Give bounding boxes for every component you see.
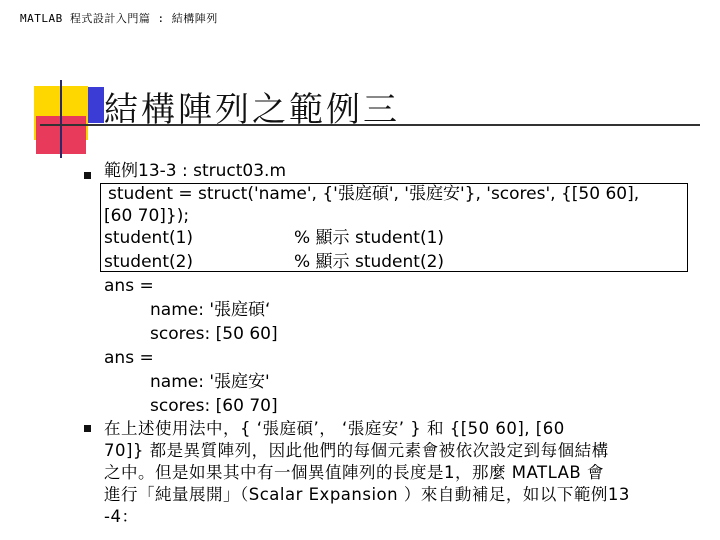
paragraph-line: 進行「純量展開」（Scalar Expansion ）來自動補足，如以下範例13 (104, 485, 630, 504)
paragraph-line: 70]} 都是異質陣列，因此他們的每個元素會被依次設定到每個結構 (104, 441, 609, 460)
code-line: student(2) (104, 252, 194, 272)
output-line: name: '張庭碩‘ (150, 300, 271, 320)
example-heading: 範例13-3 : struct03.m (104, 161, 287, 181)
paragraph-line: 之中。但是如果其中有一個異值陣列的長度是1，那麼 MATLAB 會 (104, 463, 604, 482)
code-line: [60 70]}); (104, 206, 190, 226)
code-line: student(1) (104, 228, 194, 248)
bullet-square-icon (84, 425, 91, 432)
slide-header: MATLAB 程式設計入門篇 : 結構陣列 (20, 12, 218, 25)
output-line: scores: [60 70] (150, 396, 278, 416)
code-comment: % 顯示 student(2) (294, 252, 445, 272)
slide-title: 結構陣列之範例三 (104, 90, 400, 130)
code-line: student = struct('name', {'張庭碩', '張庭安'}, 'scores', {[50 60], (108, 184, 640, 204)
paragraph-line: -4： (104, 507, 139, 526)
output-line: name: '張庭安' (150, 372, 270, 392)
output-line: ans = (104, 348, 154, 368)
decorative-blue-bar (88, 87, 104, 123)
explanation-paragraph (104, 418, 702, 528)
output-line: scores: [50 60] (150, 324, 278, 344)
decorative-vertical-line (60, 80, 62, 158)
paragraph-line: 在上述使用法中，{ ‘張庭碩’， ‘張庭安’ } 和 {[50 60], [60 (104, 419, 565, 438)
bullet-square-icon (84, 172, 91, 179)
output-line: ans = (104, 276, 154, 296)
code-comment: % 顯示 student(1) (294, 228, 445, 248)
